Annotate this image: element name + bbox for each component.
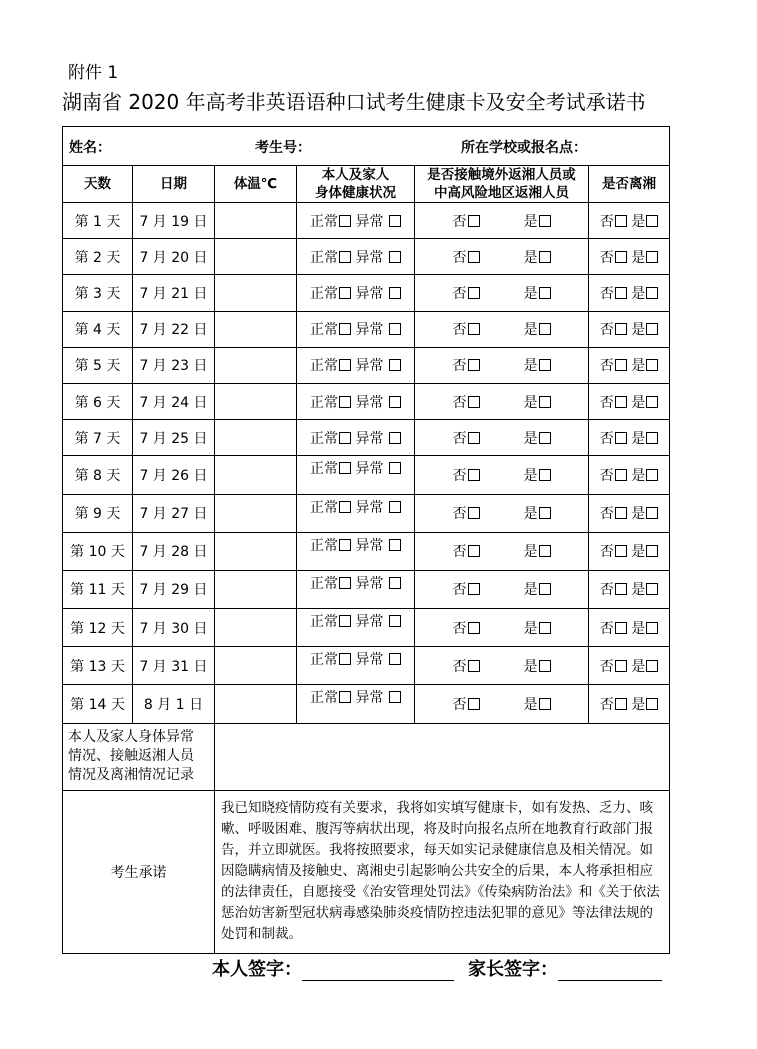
date-cell: 7 月 20 日 [133,239,215,275]
left-no-checkbox[interactable] [615,323,627,335]
abnormal-checkbox[interactable] [389,462,401,474]
left-no-label: 否 [599,249,614,266]
contact-yes-checkbox[interactable] [539,323,551,335]
left-hunan-cell [589,383,670,419]
health-status-cell [297,647,415,685]
temperature-cell[interactable] [215,647,297,685]
left-yes-checkbox[interactable] [646,396,658,408]
contact-yes-label: 是 [523,322,538,339]
date-cell: 7 月 27 日 [133,494,215,532]
abnormal-checkbox[interactable] [389,287,401,299]
contact-yes-checkbox[interactable] [539,215,551,227]
normal-option-label: 正常 [310,430,339,447]
contact-no-label: 否 [452,285,467,302]
normal-option-label: 正常 [310,614,339,631]
abnormal-checkbox[interactable] [389,653,401,665]
normal-checkbox[interactable] [339,462,351,474]
student-signature-line[interactable] [302,962,454,981]
parent-signature-line[interactable] [558,962,662,981]
contact-no-checkbox[interactable] [468,215,480,227]
temperature-cell[interactable] [215,383,297,419]
day-cell: 第 1 天 [63,203,133,239]
left-yes-label: 是 [631,506,646,523]
abnormal-option-label: 异常 [355,249,384,266]
contact-no-checkbox[interactable] [468,359,480,371]
abnormal-option-label: 异常 [355,537,384,554]
left-yes-checkbox[interactable] [646,287,658,299]
contact-cell [415,570,589,608]
health-card-table [62,126,670,954]
contact-no-checkbox[interactable] [468,545,480,557]
left-no-checkbox[interactable] [615,359,627,371]
abnormal-option-label: 异常 [355,575,384,592]
day-row [63,532,670,570]
header-contact [415,166,589,203]
contact-cell [415,420,589,456]
parent-signature-label: 家长签字： [468,959,558,980]
temperature-cell[interactable] [215,456,297,494]
normal-option-label: 正常 [310,249,339,266]
day-row [63,456,670,494]
contact-no-checkbox[interactable] [468,323,480,335]
info-row [63,127,670,166]
contact-no-checkbox[interactable] [468,698,480,710]
contact-no-label: 否 [452,213,467,230]
contact-no-label: 否 [452,697,467,714]
normal-checkbox[interactable] [339,359,351,371]
abnormal-option-label: 异常 [355,690,384,707]
record-label-line: 情况、接触返湘人员 [68,748,194,765]
contact-no-label: 否 [452,544,467,561]
contact-yes-checkbox[interactable] [539,622,551,634]
date-cell: 7 月 19 日 [133,203,215,239]
day-cell: 第 2 天 [63,239,133,275]
left-yes-label: 是 [631,249,646,266]
day-cell: 第 8 天 [63,456,133,494]
contact-yes-checkbox[interactable] [539,287,551,299]
promise-label: 考生承诺 [63,790,215,953]
document-title: 湖南省 2020 年高考非英语语种口试考生健康卡及安全考试承诺书 [62,90,646,114]
left-no-checkbox[interactable] [615,287,627,299]
contact-cell [415,275,589,311]
day-row [63,570,670,608]
normal-checkbox[interactable] [339,432,351,444]
left-yes-checkbox[interactable] [646,432,658,444]
normal-checkbox[interactable] [339,215,351,227]
left-no-checkbox[interactable] [615,622,627,634]
header-health [297,166,415,203]
header-date: 日期 [133,166,215,203]
left-yes-checkbox[interactable] [646,323,658,335]
health-status-cell [297,456,415,494]
day-cell: 第 7 天 [63,420,133,456]
contact-yes-label: 是 [523,658,538,675]
abnormal-option-label: 异常 [355,652,384,669]
normal-option-label: 正常 [310,213,339,230]
date-cell: 7 月 30 日 [133,609,215,647]
contact-no-label: 否 [452,249,467,266]
header-contact-line2: 中高风险地区返湘人员 [434,185,569,201]
normal-option-label: 正常 [310,499,339,516]
day-row [63,275,670,311]
header-day: 天数 [63,166,133,203]
left-no-label: 否 [599,285,614,302]
left-no-label: 否 [599,620,614,637]
left-no-label: 否 [599,213,614,230]
exam-number-field-label[interactable]: 考生号： [255,140,311,156]
normal-option-label: 正常 [310,461,339,478]
health-status-cell [297,203,415,239]
contact-yes-checkbox[interactable] [539,545,551,557]
left-hunan-cell [589,685,670,723]
day-cell: 第 9 天 [63,494,133,532]
day-row [63,609,670,647]
contact-no-label: 否 [452,506,467,523]
day-row [63,347,670,383]
school-field-label[interactable]: 所在学校或报名点： [461,140,587,156]
left-no-label: 否 [599,467,614,484]
left-hunan-cell [589,239,670,275]
temperature-cell[interactable] [215,494,297,532]
attachment-label: 附件 1 [68,63,119,83]
header-left-hunan: 是否离湘 [589,166,670,203]
left-yes-label: 是 [631,358,646,375]
contact-cell [415,647,589,685]
health-status-cell [297,609,415,647]
health-status-cell [297,420,415,456]
contact-no-checkbox[interactable] [468,469,480,481]
abnormal-checkbox[interactable] [389,323,401,335]
left-hunan-cell [589,570,670,608]
contact-no-checkbox[interactable] [468,287,480,299]
date-cell: 7 月 31 日 [133,647,215,685]
health-status-cell [297,347,415,383]
contact-no-checkbox[interactable] [468,432,480,444]
abnormal-checkbox[interactable] [389,539,401,551]
name-field-label[interactable]: 姓名： [69,140,111,156]
contact-yes-label: 是 [523,467,538,484]
contact-cell [415,532,589,570]
contact-yes-checkbox[interactable] [539,432,551,444]
abnormal-option-label: 异常 [355,614,384,631]
left-hunan-cell [589,456,670,494]
left-yes-label: 是 [631,544,646,561]
contact-no-label: 否 [452,394,467,411]
health-status-cell [297,532,415,570]
record-label-line: 本人及家人身体异常 [68,729,194,746]
left-yes-checkbox[interactable] [646,660,658,672]
contact-yes-label: 是 [523,697,538,714]
normal-checkbox[interactable] [339,539,351,551]
day-row [63,383,670,419]
date-cell: 7 月 22 日 [133,311,215,347]
normal-checkbox[interactable] [339,251,351,263]
temperature-cell[interactable] [215,532,297,570]
left-no-checkbox[interactable] [615,545,627,557]
date-cell: 7 月 23 日 [133,347,215,383]
left-hunan-cell [589,494,670,532]
abnormal-option-label: 异常 [355,285,384,302]
date-cell: 7 月 24 日 [133,383,215,419]
health-status-cell [297,570,415,608]
left-yes-label: 是 [631,322,646,339]
temperature-cell[interactable] [215,275,297,311]
left-no-checkbox[interactable] [615,396,627,408]
left-no-checkbox[interactable] [615,583,627,595]
left-hunan-cell [589,420,670,456]
day-cell: 第 6 天 [63,383,133,419]
health-status-cell [297,383,415,419]
left-yes-label: 是 [631,697,646,714]
contact-yes-label: 是 [523,285,538,302]
temperature-cell[interactable] [215,239,297,275]
left-hunan-cell [589,609,670,647]
contact-cell [415,311,589,347]
abnormal-option-label: 异常 [355,322,384,339]
left-yes-label: 是 [631,467,646,484]
day-cell: 第 12 天 [63,609,133,647]
abnormal-checkbox[interactable] [389,501,401,513]
contact-no-label: 否 [452,582,467,599]
date-cell: 7 月 26 日 [133,456,215,494]
left-no-label: 否 [599,506,614,523]
health-status-cell [297,685,415,723]
contact-cell [415,609,589,647]
abnormal-option-label: 异常 [355,358,384,375]
date-cell: 7 月 21 日 [133,275,215,311]
contact-yes-checkbox[interactable] [539,396,551,408]
day-row [63,239,670,275]
left-hunan-cell [589,647,670,685]
date-cell: 7 月 25 日 [133,420,215,456]
left-yes-checkbox[interactable] [646,507,658,519]
contact-yes-label: 是 [523,620,538,637]
normal-checkbox[interactable] [339,691,351,703]
left-no-label: 否 [599,394,614,411]
day-row [63,647,670,685]
promise-text: 我已知晓疫情防疫有关要求，我将如实填写健康卡，如有发热、乏力、咳嗽、呼吸困难、腹泻等病状出现，将及时向报名点所在地教育行政部门报告，并立即就医。我将按照要求，每天如实记录健康信息及相关情况。如因隐瞒病情及接触史、离湘史引起影响公共安全的后果，本人将承担相应的法律责任，自愿接受《治安管理处罚法》《传染病防治法》和《关于依法惩治妨害新型冠状病毒感染肺炎疫情防控违法犯罪的意见》等法律法规的处罚和制裁。 [215,790,670,953]
abnormal-option-label: 异常 [355,213,384,230]
student-signature-label: 本人签字： [212,959,302,980]
record-label [63,723,215,790]
promise-row [63,790,670,953]
left-hunan-cell [589,311,670,347]
left-yes-checkbox[interactable] [646,583,658,595]
record-input-cell[interactable] [215,723,670,790]
day-cell: 第 11 天 [63,570,133,608]
contact-yes-checkbox[interactable] [539,469,551,481]
left-no-checkbox[interactable] [615,660,627,672]
left-no-checkbox[interactable] [615,432,627,444]
contact-yes-checkbox[interactable] [539,359,551,371]
contact-yes-label: 是 [523,394,538,411]
contact-cell [415,239,589,275]
left-yes-label: 是 [631,213,646,230]
left-yes-checkbox[interactable] [646,251,658,263]
left-hunan-cell [589,275,670,311]
normal-checkbox[interactable] [339,653,351,665]
normal-checkbox[interactable] [339,396,351,408]
contact-cell [415,347,589,383]
contact-yes-label: 是 [523,358,538,375]
abnormal-checkbox[interactable] [389,615,401,627]
normal-checkbox[interactable] [339,577,351,589]
day-cell: 第 14 天 [63,685,133,723]
temperature-cell[interactable] [215,685,297,723]
contact-yes-checkbox[interactable] [539,583,551,595]
contact-yes-label: 是 [523,544,538,561]
left-yes-label: 是 [631,658,646,675]
left-yes-checkbox[interactable] [646,215,658,227]
left-yes-checkbox[interactable] [646,469,658,481]
left-hunan-cell [589,532,670,570]
left-no-checkbox[interactable] [615,251,627,263]
date-cell: 8 月 1 日 [133,685,215,723]
left-no-label: 否 [599,658,614,675]
normal-option-label: 正常 [310,575,339,592]
health-status-cell [297,494,415,532]
contact-cell [415,685,589,723]
day-cell: 第 5 天 [63,347,133,383]
health-status-cell [297,311,415,347]
contact-no-checkbox[interactable] [468,507,480,519]
header-health-line1: 本人及家人 [321,167,390,183]
normal-checkbox[interactable] [339,615,351,627]
day-row [63,203,670,239]
temperature-cell[interactable] [215,570,297,608]
contact-cell [415,494,589,532]
normal-option-label: 正常 [310,285,339,302]
temperature-cell[interactable] [215,420,297,456]
contact-cell [415,203,589,239]
header-health-line2: 身体健康状况 [315,185,396,201]
day-row [63,494,670,532]
left-no-label: 否 [599,544,614,561]
abnormal-option-label: 异常 [355,394,384,411]
left-hunan-cell [589,203,670,239]
day-cell: 第 3 天 [63,275,133,311]
day-cell: 第 10 天 [63,532,133,570]
left-no-checkbox[interactable] [615,698,627,710]
left-no-checkbox[interactable] [615,215,627,227]
temperature-cell[interactable] [215,609,297,647]
contact-yes-label: 是 [523,430,538,447]
temperature-cell[interactable] [215,203,297,239]
left-yes-label: 是 [631,285,646,302]
day-row [63,420,670,456]
contact-no-label: 否 [452,658,467,675]
date-cell: 7 月 29 日 [133,570,215,608]
contact-no-label: 否 [452,322,467,339]
health-status-cell [297,239,415,275]
contact-yes-label: 是 [523,213,538,230]
contact-no-label: 否 [452,467,467,484]
record-label-line: 情况及离湘情况记录 [68,767,194,784]
abnormal-checkbox[interactable] [389,396,401,408]
student-signature [212,955,454,981]
abnormal-checkbox[interactable] [389,359,401,371]
day-row [63,311,670,347]
contact-no-checkbox[interactable] [468,583,480,595]
left-no-label: 否 [599,430,614,447]
left-no-label: 否 [599,322,614,339]
day-cell: 第 4 天 [63,311,133,347]
contact-no-checkbox[interactable] [468,660,480,672]
left-no-checkbox[interactable] [615,507,627,519]
day-cell: 第 13 天 [63,647,133,685]
contact-no-checkbox[interactable] [468,251,480,263]
left-yes-label: 是 [631,430,646,447]
header-row [63,166,670,203]
left-hunan-cell [589,347,670,383]
record-row [63,723,670,790]
left-yes-label: 是 [631,394,646,411]
left-no-checkbox[interactable] [615,469,627,481]
contact-yes-label: 是 [523,249,538,266]
left-yes-checkbox[interactable] [646,545,658,557]
temperature-cell[interactable] [215,347,297,383]
abnormal-checkbox[interactable] [389,251,401,263]
header-contact-line1: 是否接触境外返湘人员或 [427,167,576,183]
abnormal-option-label: 异常 [355,430,384,447]
normal-option-label: 正常 [310,537,339,554]
contact-no-label: 否 [452,358,467,375]
contact-yes-checkbox[interactable] [539,698,551,710]
normal-option-label: 正常 [310,394,339,411]
contact-yes-checkbox[interactable] [539,660,551,672]
health-status-cell [297,275,415,311]
contact-cell [415,456,589,494]
temperature-cell[interactable] [215,311,297,347]
left-yes-checkbox[interactable] [646,622,658,634]
contact-no-label: 否 [452,620,467,637]
contact-yes-checkbox[interactable] [539,251,551,263]
contact-yes-checkbox[interactable] [539,507,551,519]
abnormal-checkbox[interactable] [389,215,401,227]
contact-yes-label: 是 [523,582,538,599]
normal-option-label: 正常 [310,358,339,375]
normal-checkbox[interactable] [339,323,351,335]
header-temperature: 体温℃ [215,166,297,203]
left-no-label: 否 [599,582,614,599]
day-row [63,685,670,723]
normal-checkbox[interactable] [339,287,351,299]
contact-yes-label: 是 [523,506,538,523]
abnormal-option-label: 异常 [355,461,384,478]
abnormal-checkbox[interactable] [389,577,401,589]
contact-cell [415,383,589,419]
contact-no-checkbox[interactable] [468,396,480,408]
left-yes-checkbox[interactable] [646,698,658,710]
contact-no-checkbox[interactable] [468,622,480,634]
abnormal-checkbox[interactable] [389,691,401,703]
normal-checkbox[interactable] [339,501,351,513]
left-yes-label: 是 [631,620,646,637]
left-no-label: 否 [599,697,614,714]
abnormal-checkbox[interactable] [389,432,401,444]
normal-option-label: 正常 [310,652,339,669]
normal-option-label: 正常 [310,690,339,707]
abnormal-option-label: 异常 [355,499,384,516]
parent-signature [468,955,662,981]
normal-option-label: 正常 [310,322,339,339]
left-yes-label: 是 [631,582,646,599]
left-yes-checkbox[interactable] [646,359,658,371]
left-no-label: 否 [599,358,614,375]
date-cell: 7 月 28 日 [133,532,215,570]
contact-no-label: 否 [452,430,467,447]
